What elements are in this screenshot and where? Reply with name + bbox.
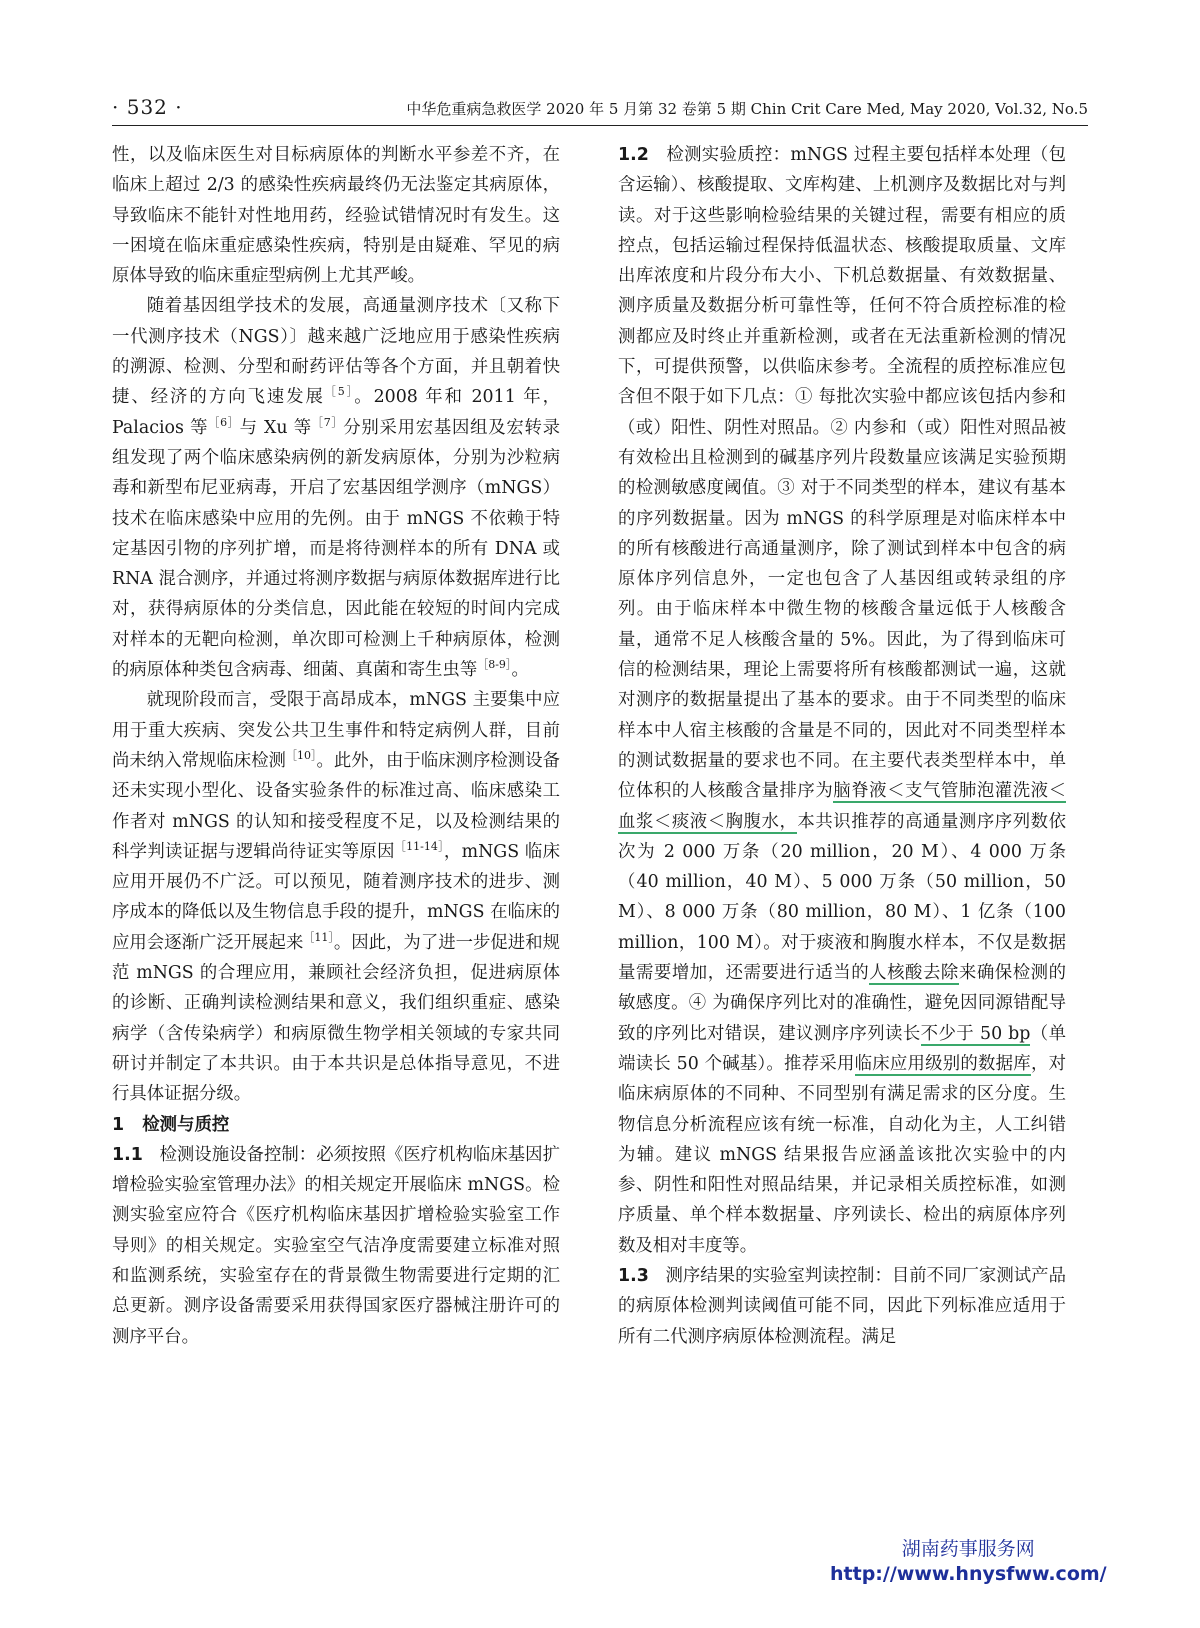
journal-citation: 中华危重病急救医学 2020 年 5 月第 32 卷第 5 期 Chin Crit Care Med, May 2020, Vol.32, No.5 — [406, 100, 1088, 118]
right-column — [618, 140, 1066, 1352]
paragraph: 性，以及临床医生对目标病原体的判断水平参差不齐，在临床上超过 2/3 的感染性疾病最终仍无法鉴定其病原体，导致临床不能针对性地用药，经验试错情况时有发生。这一困境在临床重症感染性疾病，特别是由疑难、罕见的病原体导致的临床重症型病例上尤其严峻。 — [112, 145, 560, 287]
subsection-1-2: 1.2 检测实验质控：mNGS 过程主要包括样本处理（包含运输）、核酸提取、文库构建、上机测序及数据比对与判读。对于这些影响检验结果的关键过程，需要有相应的质控点，包括运输过程保持低温状态、核酸提取质量、文库出库浓度和片段分布大小、下机总数据量、有效数据量、测序质量及数据分析可靠性等，任何不符合质控标准的检测都应及时终止并重新检测，或者在无法重新检测的情况下，可提供预警，以供临床参考。全流程的质控标准应包含但不限于如下几点：① 每批次实验中都应该包括内参和（或）阳性、阴性对照品。② 内参和（或）阳性对照品被有效检出且检测到的碱基序列片段数量应该满足实验预期的检测敏感度阈值。③ 对于不同类型的样本，建议有基本的序列数据量。因为 mNGS 的科学原理是对临床样本中的所有核酸进行高通量测序，除了测试到样本中包含的病原体序列信息外，一定也包含了人基因组或转录组的序列。由于临床样本中微生物的核酸含量远低于人核酸含量，通常不足人核酸含量的 5%。因此，为了得到临床可信的检测结果，理论上需要将所有核酸都测试一遍，这就对测序的数据量提出了基本的要求。由于不同类型的临床样本中人宿主核酸的含量是不同的，因此对不同类型样本的测试数据量的要求也不同。在主要代表类型样本中，单位体积的人核酸含量排序为脑脊液＜支气管肺泡灌洗液＜血浆＜痰液＜胸腹水，本共识推荐的高通量测序序列数依次为 2 000 万条（20 million，20 M）、4 000 万条（40 million，40 M）、5 000 万条（50 million，50 M）、8 000 万条（80 million，80 M）、1 亿条（100 million，100 M）。对于痰液和胸腹水样本，不仅是数据量需要增加，还需要进行适当的人核酸去除来确保检测的敏感度。④ 为确保序列比对的准确性，避免因同源错配导致的序列比对错误，建议测序序列读长不少于 50 bp（单端读长 50 个碱基）。推荐采用临床应用级别的数据库，对临床病原体的不同种、不同型别有满足需求的区分度。生物信息分析流程应该有统一标准，自动化为主，人工纠错为辅。建议 mNGS 结果报告应涵盖该批次实验中的内参、阴性和阳性对照品结果，并记录相关质控标准，如测序质量、单个样本数据量、序列读长、检出的病原体序列数及相对丰度等。 — [618, 145, 1066, 1256]
highlight-underline: 临床应用级别的数据库 — [854, 1053, 1031, 1074]
watermark — [830, 1534, 1107, 1585]
citation[interactable]: ［11］ — [303, 930, 334, 944]
page-number: · 532 · — [112, 95, 183, 119]
citation[interactable]: ［11-14］ — [394, 840, 444, 854]
citation[interactable]: ［5］ — [324, 385, 355, 399]
watermark-title: 湖南药事服务网 — [901, 1538, 1035, 1560]
citation[interactable]: ［6］ — [208, 415, 240, 429]
paragraph: 随着基因组学技术的发展，高通量测序技术〔又称下一代测序技术（NGS）〕越来越广泛地应用于感染性疾病的溯源、检测、分型和耐药评估等各个方面，并且朝着快捷、经济的方向飞速发展$^{[5]}$。2008 年和 2011 年，Palacios 等$^{[6]}$与 Xu 等$^{[7]}$分别采用宏基因组及宏转录组发现了两个临床感染病例的新发病原体，分别为沙粒病毒和新型布尼亚病毒，开启了宏基因组学测序（mNGS）技术在临床感染中应用的先例。由于 mNGS 不依赖于特定基因引物的序列扩增，而是将待测样本的所有 DNA 或 RNA 混合测序，并通过将测序数据与病原体数据库进行比对，获得病原体的分类信息，因此能在较短的时间内完成对样本的无靶向检测，单次即可检测上千种病原体，检测的病原体种类包含病毒、细菌、真菌和寄生虫等$^{[8-9]}$。 — [112, 296, 561, 681]
highlight-underline: 人核酸去除 — [869, 963, 959, 984]
subsection-1-1: 1.1 检测设施设备控制：必须按照《医疗机构临床基因扩增检验实验室管理办法》的相关规定开展临床 mNGS。检测实验室应符合《医疗机构临床基因扩增检验实验室工作导则》的相关规定。实验室空气洁净度需要建立标准对照和监测系统，实验室存在的背景微生物需要进行定期的汇总更新。测序设备需要采用获得国家医疗器械注册许可的测序平台。 — [112, 1144, 560, 1347]
highlight-underline: 不少于 50 bp — [920, 1023, 1031, 1044]
citation[interactable]: ［10］ — [285, 749, 317, 763]
paragraph: 就现阶段而言，受限于高昂成本，mNGS 主要集中应用于重大疾病、突发公共卫生事件和特定病例人群，目前尚未纳入常规临床检测$^{[10]}$。此外，由于临床测序检测设备还未实现小型化、设备实验条件的标准过高、临床感染工作者对 mNGS 的认知和接受程度不足，以及检测结果的科学判读证据与逻辑尚待证实等原因$^{[11-14]}$，mNGS 临床应用开展仍不广泛。可以预见，随着测序技术的进步、测序成本的降低以及生物信息手段的提升，mNGS 在临床的应用会逐渐广泛开展起来$^{[11]}$。因此，为了进一步促进和规范 mNGS 的合理应用，兼顾社会经济负担，促进病原体的诊断、正确判读检测结果和意义，我们组织重症、感染病学（含传染病学）和病原微生物学相关领域的专家共同研讨并制定了本共识。由于本共识是总体指导意见，不进行具体证据分级。 — [112, 690, 560, 1105]
citation[interactable]: ［8-9］ — [477, 658, 512, 672]
watermark-url[interactable]: http://www.hnysfww.com/ — [830, 1563, 1107, 1585]
running-header — [112, 92, 1088, 126]
citation[interactable]: ［7］ — [311, 415, 344, 429]
subsection-1-3: 1.3 测序结果的实验室判读控制：目前不同厂家测试产品的病原体检测判读阈值可能不同，因此下列标准应适用于所有二代测序病原体检测流程。满足 — [618, 1265, 1066, 1347]
left-column — [112, 140, 560, 1352]
section-heading: 1 检测与质控 — [112, 1114, 230, 1135]
highlight-underline: 脑脊液＜支气管肺泡灌洗液＜血浆＜痰液＜胸腹水， — [618, 781, 1066, 832]
